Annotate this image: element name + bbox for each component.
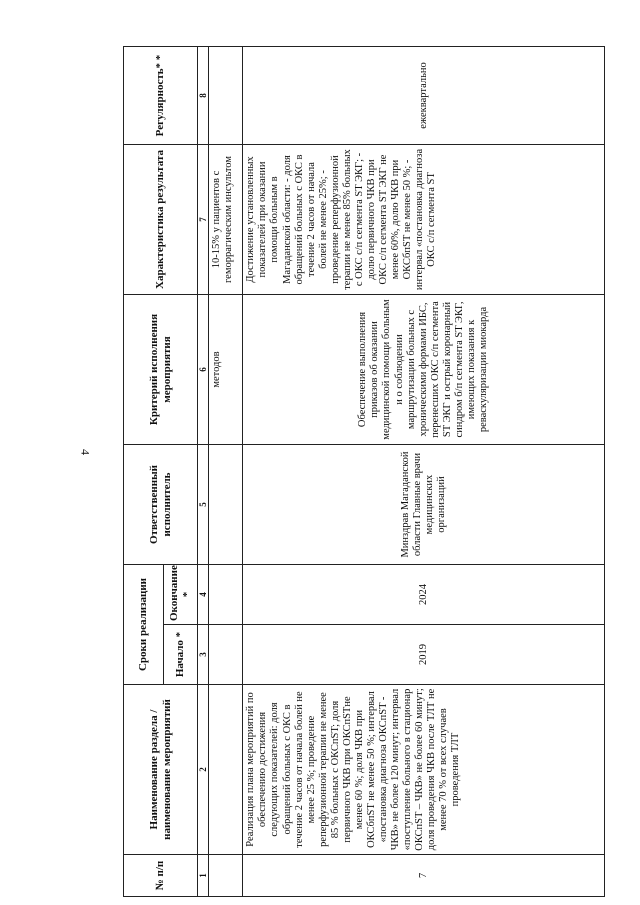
row-executor: Минздрав Магаданской области Главные врачи медицинских организаций <box>243 445 605 565</box>
header-name: Наименование раздела /наименование мероприятий <box>124 685 198 855</box>
cell-empty <box>209 625 243 685</box>
header-row-1 <box>124 47 164 897</box>
table-stage <box>123 47 605 897</box>
header-dates-group: Сроки реализации <box>124 565 164 685</box>
page-number: 4 <box>78 449 93 455</box>
column-number: 4 <box>198 565 209 625</box>
column-number: 1 <box>198 855 209 897</box>
row-criterion: Обеспечение выполнения приказов об оказании медицинской помощи больным и о соблюдении маршрутизации больных с хроническими формами ИБС, перенесших ОКС с/п сегмента ST ЭКГ и острый коронарный синдром б/п сегмента ST ЭКГ, имеющих показания к реваскуляризации миокарда <box>243 295 605 445</box>
column-number: 5 <box>198 445 209 565</box>
header-regularity: Регулярность* * <box>124 47 198 145</box>
continuation-row <box>209 47 243 897</box>
row-start: 2019 <box>243 625 605 685</box>
rotated-table-wrapper <box>123 47 605 897</box>
column-number: 7 <box>198 145 209 295</box>
column-number-row <box>198 47 209 897</box>
cell-empty <box>209 565 243 625</box>
column-number: 6 <box>198 295 209 445</box>
column-number: 3 <box>198 625 209 685</box>
header-result: Характеристика результата <box>124 145 198 295</box>
column-number: 2 <box>198 685 209 855</box>
row-number: 7 <box>243 855 605 897</box>
row-name: Реализация плана мероприятий по обеспечению достижения следующих показателей: доля обращений больных с ОКС в течение 2 часов от начала болей не менее 25 %; проведение реперфузионной терапии не менее 85 % больных с ОКСпST; доля первичного ЧКВ при ОКСпSTне менее 60 %; доля ЧКВ при ОКСбпST не менее 50 %; интервал «постановка диагноза ОКСпST - ЧКВ» не более 120 минут; интервал «поступление больного в стационар ОКСпST – ЧКВ» не более 60 минут; доля проведения ЧКВ после ТЛТ не менее 70 % от всех случаев проведения ТЛТ <box>243 685 605 855</box>
continuation-result: 10-15% у пациентов с геморрагическим инсультом <box>209 145 243 295</box>
cell-empty <box>209 445 243 565</box>
continuation-criterion: методов <box>209 295 243 445</box>
header-criterion: Критерий исполнения мероприятия <box>124 295 198 445</box>
row-regularity: ежеквартально <box>243 47 605 145</box>
column-number: 8 <box>198 47 209 145</box>
header-end: Окончание * <box>164 565 198 625</box>
header-number: № п/п <box>124 855 198 897</box>
row-result: Достижение установленных показателей при оказании помощи больным в Магаданской области: - доля обращений больных с ОКС в течение 2 часов от начала болей не менее 25%; - проведение реперфузионной терапии не менее 85% больных с ОКС с/п сегмента ST ЭКГ; - долю первичного ЧКВ при ОКС с/п сегмента ST ЭКГ не менее 60%, долю ЧКВ при ОКСбпST не менее 50 %; - интервал «постановка диагноза ОКС с/п сегмента ST <box>243 145 605 295</box>
table-row <box>243 47 605 897</box>
header-start: Начало * <box>164 625 198 685</box>
header-executor: Ответственный исполнитель <box>124 445 198 565</box>
cell-empty <box>209 685 243 855</box>
cell-empty <box>209 855 243 897</box>
cell-empty <box>209 47 243 145</box>
events-table <box>123 46 605 897</box>
row-end: 2024 <box>243 565 605 625</box>
